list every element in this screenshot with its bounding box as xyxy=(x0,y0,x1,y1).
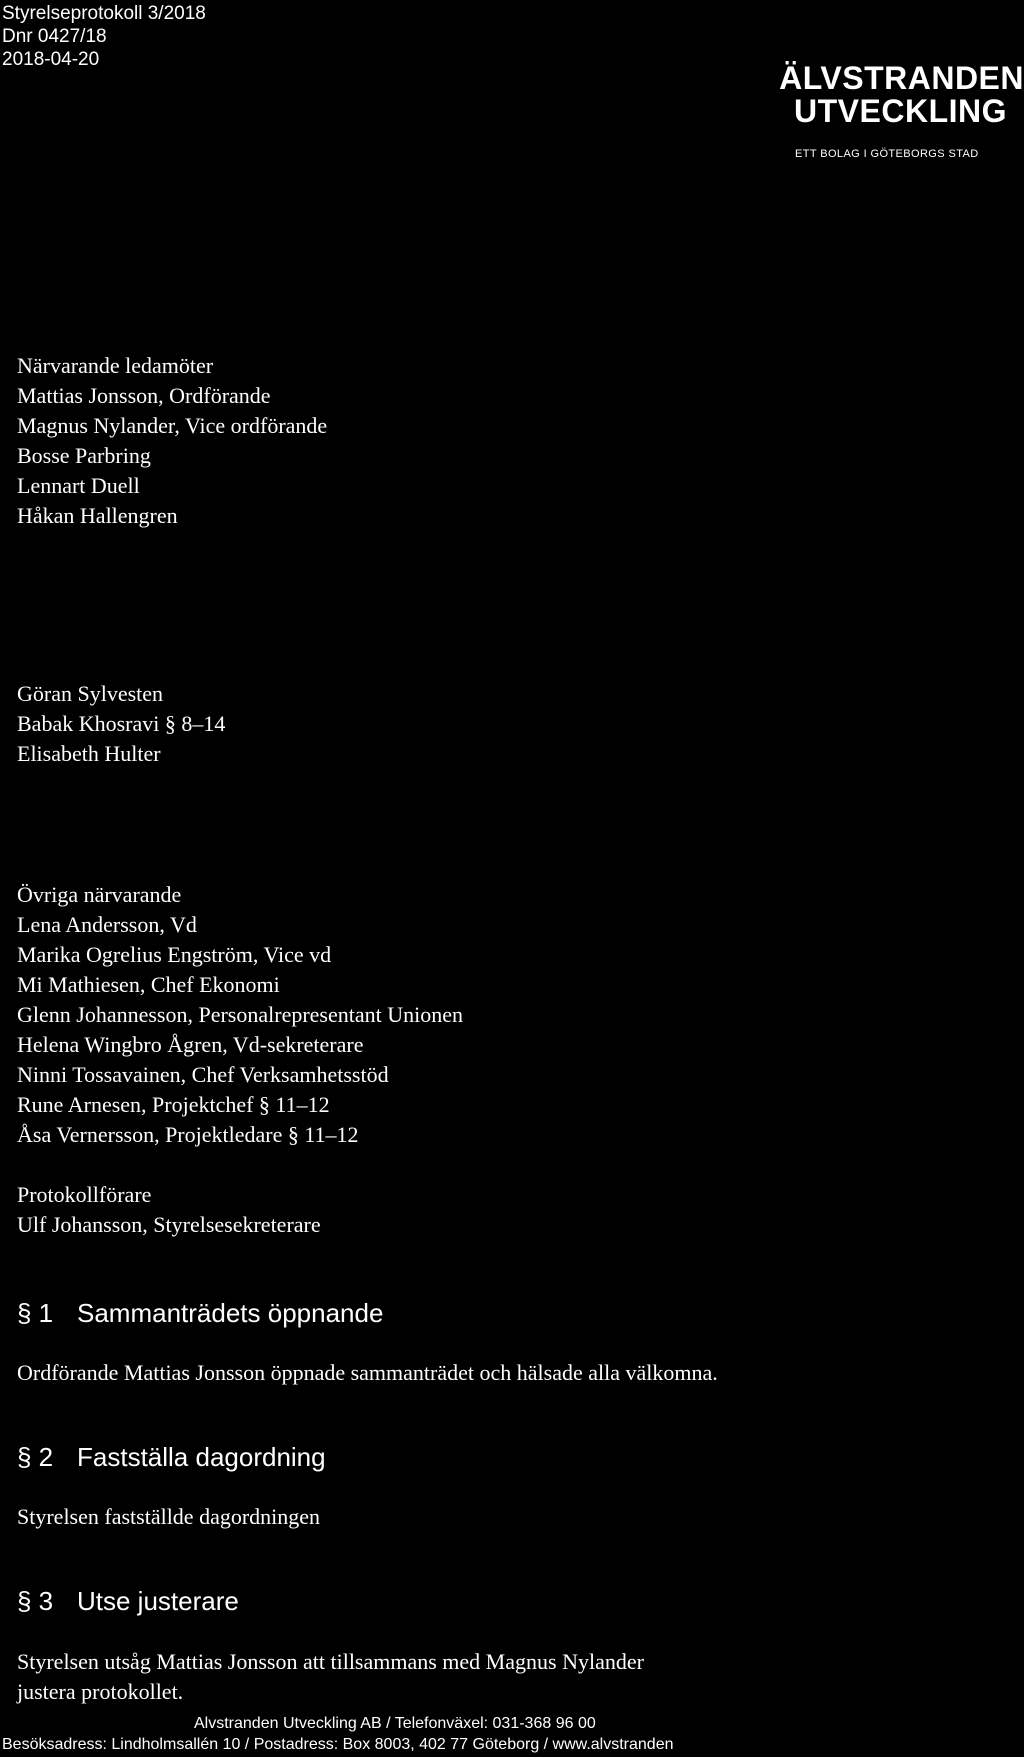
section-body-1 xyxy=(17,1358,718,1388)
footer-line-1: Alvstranden Utveckling AB / Telefonväxel: 031-368 96 00 xyxy=(194,1715,596,1732)
deputy-item: Göran Sylvesten xyxy=(17,681,164,706)
other-item: Lena Andersson, Vd xyxy=(17,912,197,937)
secretary-heading: Protokollförare xyxy=(17,1182,152,1207)
member-item: Mattias Jonsson, Ordförande xyxy=(17,383,271,408)
document-type: Styrelseprotokoll 3/2018 xyxy=(2,3,206,24)
section-text: justera protokollet. xyxy=(17,1679,184,1704)
deputy-item: Elisabeth Hulter xyxy=(17,741,161,766)
others-heading: Övriga närvarande xyxy=(17,882,182,907)
member-item: Bosse Parbring xyxy=(17,443,151,468)
section-number: § 3 xyxy=(17,1586,54,1616)
other-item: Glenn Johannesson, Personalrepresentant Unionen xyxy=(17,1002,464,1027)
logo-tagline: ETT BOLAG I GÖTEBORGS STAD xyxy=(795,148,979,160)
other-item: Mi Mathiesen, Chef Ekonomi xyxy=(17,972,280,997)
section-text: Styrelsen utsåg Mattias Jonsson att tillsammans med Magnus Nylander xyxy=(17,1649,644,1674)
members-heading: Närvarande ledamöter xyxy=(17,353,214,378)
section-number: § 2 xyxy=(17,1442,54,1472)
other-item: Rune Arnesen, Projektchef § 11–12 xyxy=(17,1092,330,1117)
section-number: § 1 xyxy=(17,1298,54,1328)
section-title: Fastställa dagordning xyxy=(77,1442,326,1472)
deputies-block xyxy=(17,679,225,769)
secretary-block xyxy=(17,1180,321,1240)
other-item: Marika Ogrelius Engström, Vice vd xyxy=(17,942,332,967)
deputy-item: Babak Khosravi § 8–14 xyxy=(17,711,226,736)
member-item: Lennart Duell xyxy=(17,473,140,498)
document-number: Dnr 0427/18 xyxy=(2,26,107,47)
logo-line-2: UTVECKLING xyxy=(794,93,1007,129)
section-title: Sammanträdets öppnande xyxy=(77,1298,384,1328)
section-text: Styrelsen fastställde dagordningen xyxy=(17,1504,321,1529)
other-item: Helena Wingbro Ågren, Vd-sekreterare xyxy=(17,1032,364,1057)
others-block xyxy=(17,880,463,1150)
section-title: Utse justerare xyxy=(77,1586,239,1616)
section-heading-3 xyxy=(17,1585,239,1617)
other-item: Ninni Tossavainen, Chef Verksamhetsstöd xyxy=(17,1062,389,1087)
section-body-3 xyxy=(17,1647,644,1707)
section-text: Ordförande Mattias Jonsson öppnade sammanträdet och hälsade alla välkomna. xyxy=(17,1360,718,1385)
secretary-name: Ulf Johansson, Styrelsesekreterare xyxy=(17,1212,321,1237)
footer-line-2: Besöksadress: Lindholmsallén 10 / Postadress: Box 8003, 402 77 Göteborg / www.alvstranden xyxy=(2,1736,674,1753)
member-item: Håkan Hallengren xyxy=(17,503,178,528)
members-block xyxy=(17,351,327,531)
document-date: 2018-04-20 xyxy=(2,49,100,70)
section-heading-1 xyxy=(17,1297,383,1329)
member-item: Magnus Nylander, Vice ordförande xyxy=(17,413,328,438)
logo-line-1: ÄLVSTRANDEN xyxy=(779,60,1024,96)
other-item: Åsa Vernersson, Projektledare § 11–12 xyxy=(17,1122,359,1147)
section-body-2 xyxy=(17,1502,320,1532)
section-heading-2 xyxy=(17,1441,326,1473)
